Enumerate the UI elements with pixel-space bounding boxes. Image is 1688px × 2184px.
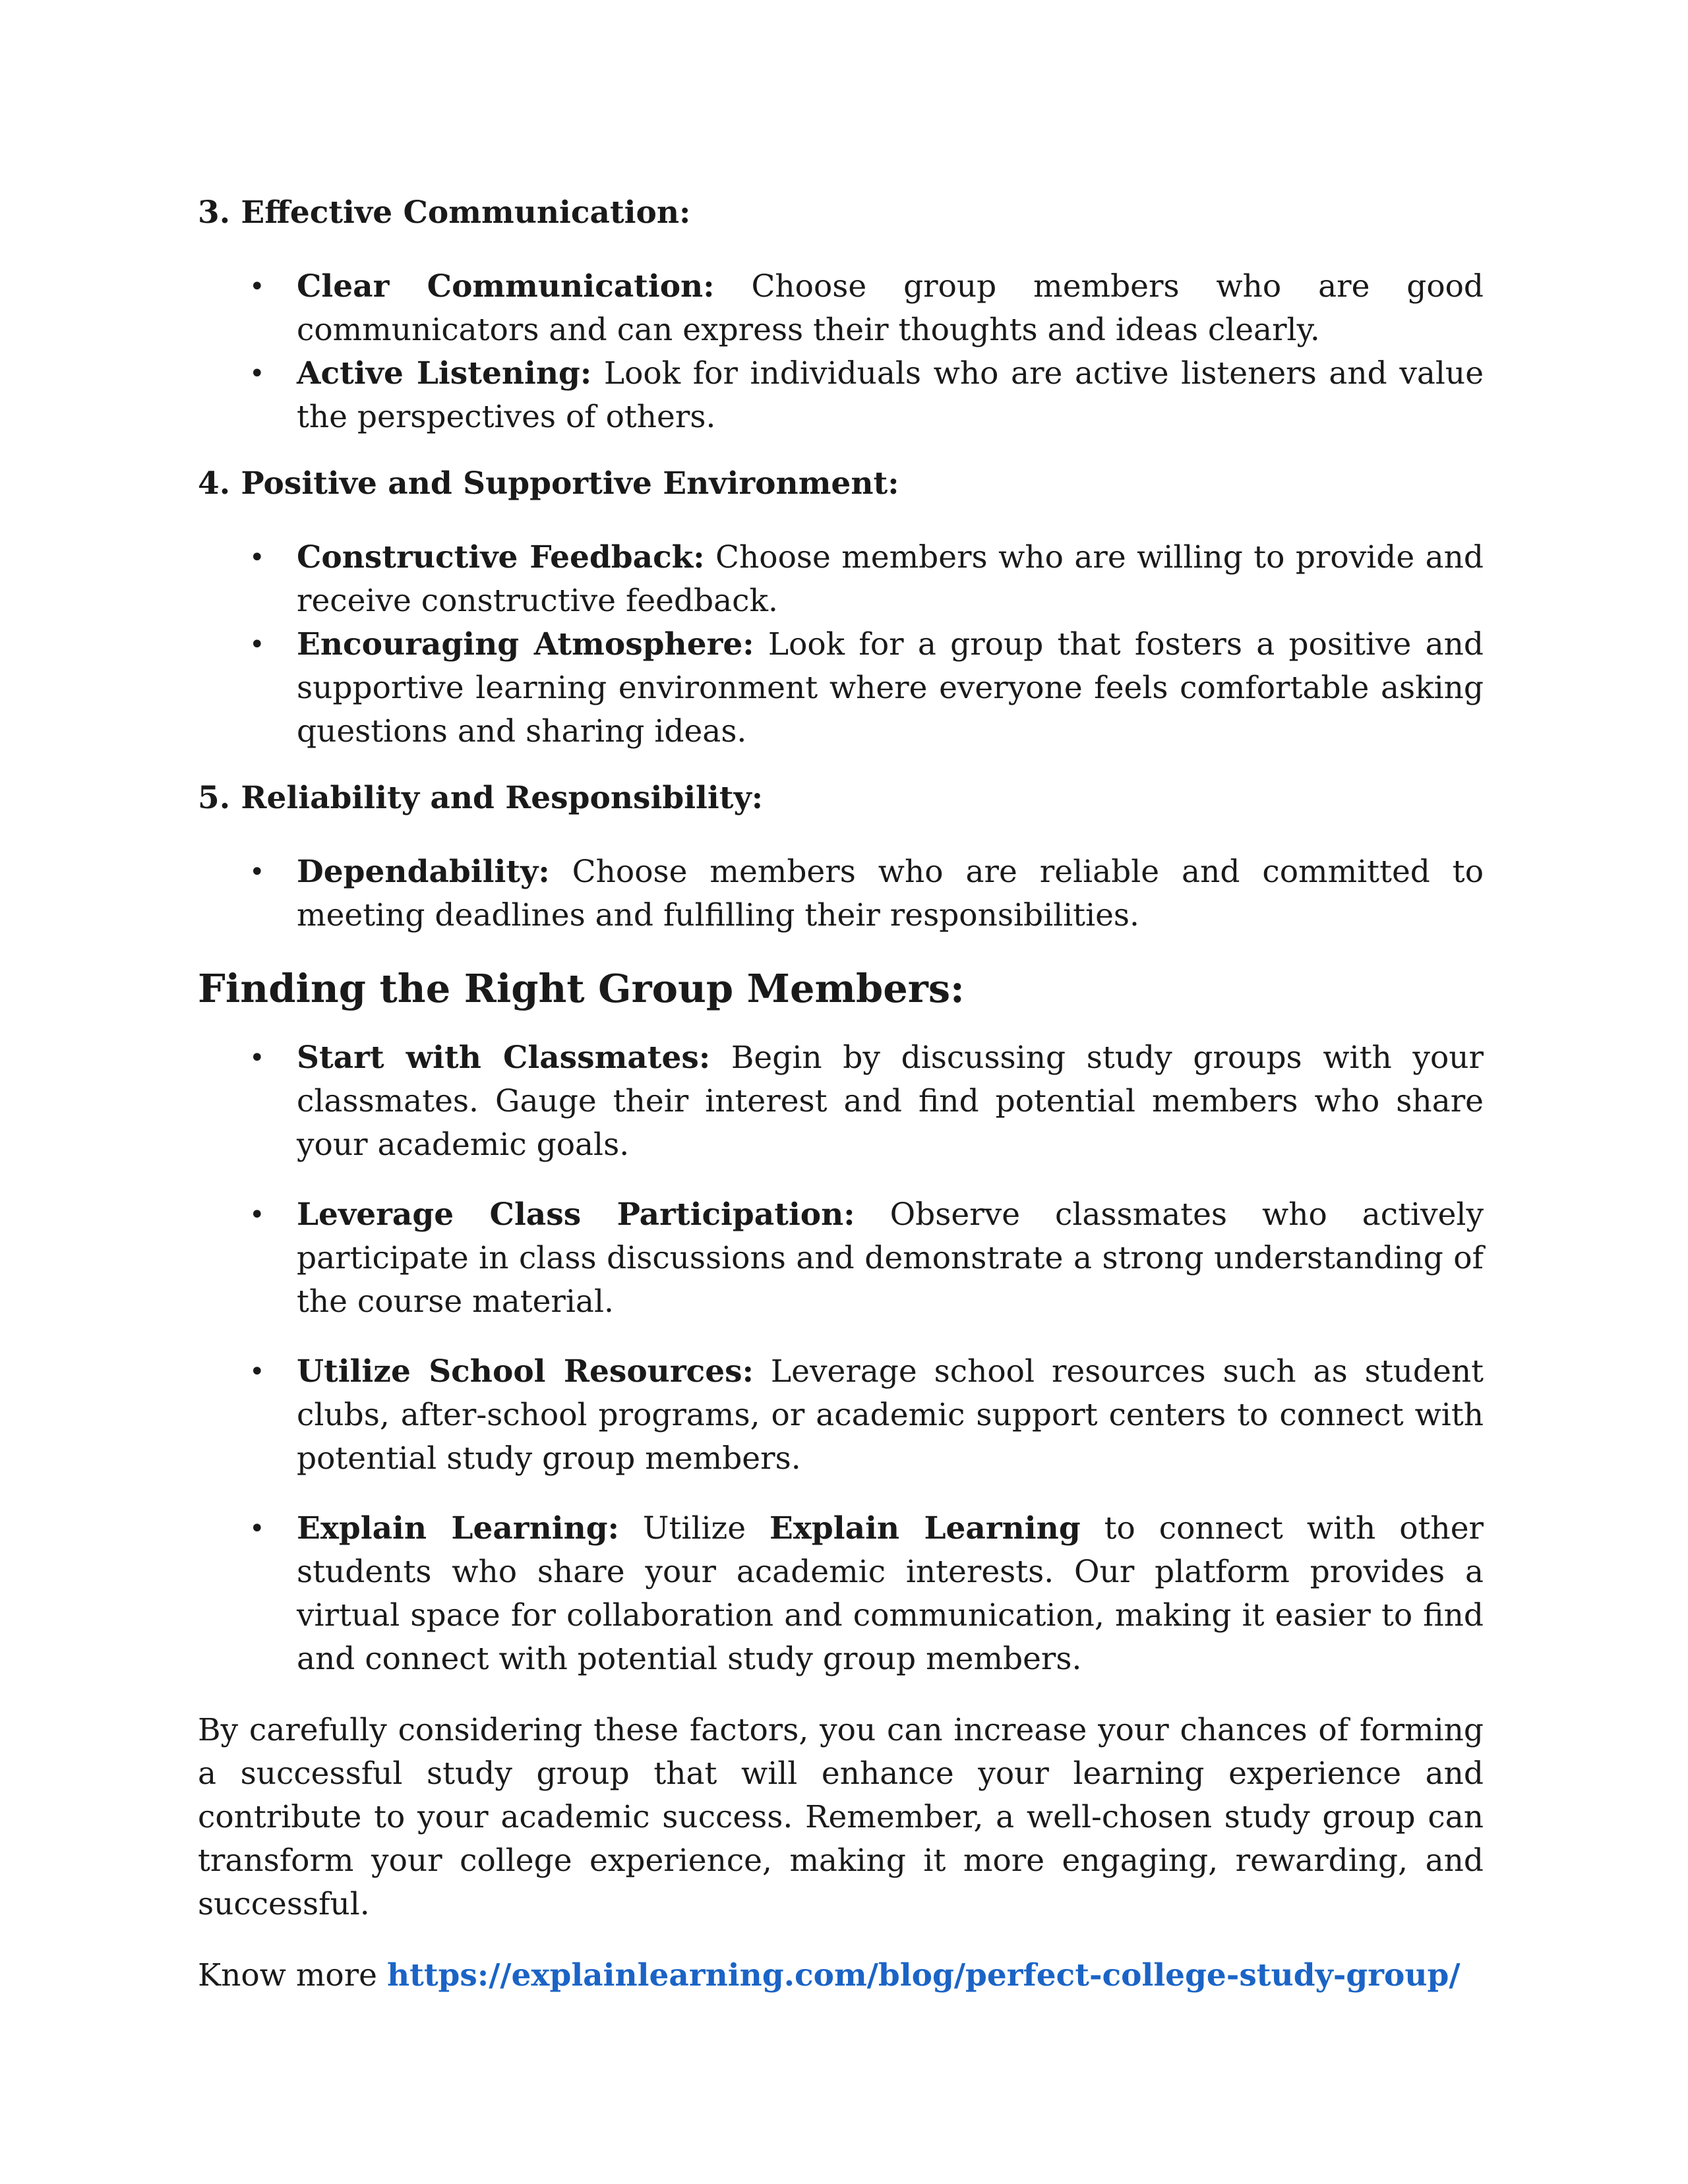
item-term: Explain Learning: bbox=[297, 1510, 619, 1547]
finding-list bbox=[198, 1036, 1484, 1681]
section-heading-reliability: 5. Reliability and Responsibility: bbox=[198, 780, 764, 816]
bullet-icon: • bbox=[249, 1200, 265, 1230]
bullet-icon: • bbox=[249, 1043, 265, 1073]
item-term: Encouraging Atmosphere: bbox=[297, 626, 754, 663]
list-item bbox=[198, 1350, 1484, 1481]
item-term: Constructive Feedback: bbox=[297, 539, 705, 576]
item-term: Dependability: bbox=[297, 854, 550, 890]
bullet-icon: • bbox=[249, 543, 265, 573]
bullet-icon: • bbox=[249, 1357, 265, 1387]
reliability-list bbox=[198, 850, 1484, 937]
item-text: Choose members who are reliable and committed to meeting deadlines and fulfilling their responsibilities. bbox=[297, 854, 1484, 933]
bullet-icon: • bbox=[249, 359, 265, 389]
list-item bbox=[198, 850, 1484, 937]
item-term: Clear Communication: bbox=[297, 268, 715, 305]
list-item bbox=[198, 623, 1484, 753]
section-heading-environment: 4. Positive and Supportive Environment: bbox=[198, 465, 899, 502]
item-term: Leverage Class Participation: bbox=[297, 1196, 855, 1233]
item-term: Start with Classmates: bbox=[297, 1040, 711, 1076]
item-pre: Utilize bbox=[618, 1510, 770, 1547]
conclusion-paragraph: By carefully considering these factors, you can increase your chances of forming a successful study group that will enhance your learning experience and contribute to your academic success. Remember, a well-chosen study group can transform your college experience, making it more engaging, rewarding, and successful. bbox=[198, 1712, 1484, 1922]
item-text: Begin by discussing study groups with your classmates. Gauge their interest and find potential members who share your academic goals. bbox=[297, 1040, 1484, 1163]
item-term: Utilize School Resources: bbox=[297, 1353, 754, 1390]
bullet-icon: • bbox=[249, 272, 265, 302]
list-item bbox=[198, 1193, 1484, 1324]
list-item bbox=[198, 1036, 1484, 1167]
item-text: Look for individuals who are active listeners and value the perspectives of others. bbox=[297, 355, 1484, 435]
item-text: Look for a group that fosters a positive and supportive learning environment where everyone feels comfortable asking questions and sharing ideas. bbox=[297, 626, 1484, 750]
bullet-icon: • bbox=[249, 857, 265, 887]
blog-link[interactable]: https://explainlearning.com/blog/perfect-college-study-group/ bbox=[386, 1957, 1461, 1993]
know-more-line bbox=[198, 1954, 1484, 1997]
item-text: Leverage school resources such as student clubs, after-school programs, or academic support centers to connect with potential study group members. bbox=[297, 1353, 1484, 1477]
know-more-label: Know more bbox=[198, 1957, 387, 1993]
item-text: Choose members who are willing to provide and receive constructive feedback. bbox=[297, 539, 1484, 619]
list-item bbox=[198, 265, 1484, 352]
section-heading-communication: 3. Effective Communication: bbox=[198, 194, 691, 231]
document-page bbox=[198, 191, 1484, 1997]
bullet-icon: • bbox=[249, 630, 265, 660]
communication-list bbox=[198, 265, 1484, 439]
list-item bbox=[198, 352, 1484, 439]
item-text: Observe classmates who actively participate in class discussions and demonstrate a strong understanding of the course material. bbox=[297, 1196, 1484, 1320]
item-term: Active Listening: bbox=[297, 355, 592, 392]
item-text: to connect with other students who share your academic interests. Our platform provides a virtual space for collaboration and communication, making it easier to find and connect with potential study group members. bbox=[297, 1510, 1484, 1677]
environment-list bbox=[198, 536, 1484, 753]
list-item bbox=[198, 1507, 1484, 1681]
finding-heading: Finding the Right Group Members: bbox=[198, 966, 965, 1011]
bullet-icon: • bbox=[249, 1514, 265, 1544]
list-item bbox=[198, 536, 1484, 623]
item-text: Choose group members who are good communicators and can express their thoughts and ideas clearly. bbox=[297, 268, 1484, 348]
item-bold-brand: Explain Learning bbox=[769, 1510, 1081, 1547]
